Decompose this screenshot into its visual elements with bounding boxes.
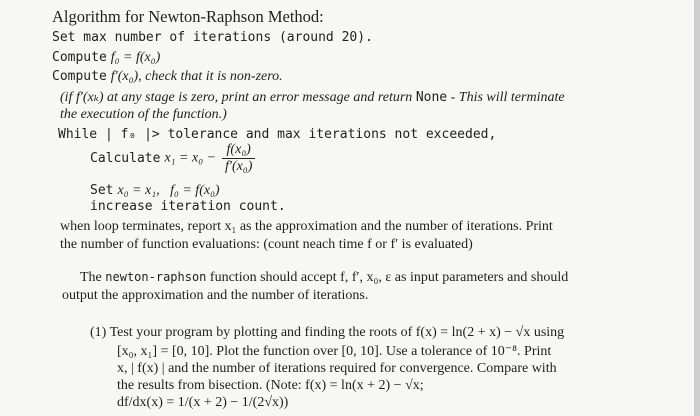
if-note-line-2: the execution of the function.): [60, 107, 227, 122]
fraction-numerator: f(x₀): [222, 142, 255, 159]
fraction-denominator: f′(x₀): [225, 159, 253, 174]
newton-fraction: [222, 142, 255, 175]
set-expr: x₀ = x₁, f₀ = f(x₀): [117, 183, 220, 198]
exercise-line-4: the results from bisection. (Note: f(x) = ln(x + 2) − √x;: [117, 378, 424, 393]
function-spec-line-2: output the approximation and the number of iterations.: [62, 288, 369, 303]
exercise-line-5: df/dx(x) = 1/(x + 2) − 1/(2√x)): [117, 395, 289, 410]
set-label: Set: [90, 183, 114, 198]
compute-f0-line: [52, 48, 160, 66]
compute-label-2: Compute: [52, 69, 107, 84]
set-line: [90, 181, 220, 199]
calculate-line: [90, 142, 257, 175]
if-note-line-1: [60, 89, 565, 106]
spec-accept: function should accept f, f′, x₀, ε as input parameters and should: [209, 270, 569, 285]
increase-iteration: increase iteration count.: [90, 199, 286, 214]
compute-f0-expr: f₀ = f(x₀): [110, 50, 161, 65]
set-max-iterations: Set max number of iterations (around 20).: [52, 30, 373, 45]
exercise-line-3: x, | f(x) | and the number of iterations required for convergence. Compare with: [117, 361, 557, 376]
compute-label: Compute: [52, 50, 107, 65]
calculate-label: Calculate: [90, 151, 161, 166]
spec-code-name: newton-raphson: [105, 270, 207, 284]
compute-fprime-expr: f′(x₀), check that it is non-zero.: [110, 69, 283, 84]
page-title: Algorithm for Newton-Raphson Method:: [52, 7, 324, 26]
while-line: While | f₀ |> tolerance and max iterations not exceeded,: [58, 127, 497, 142]
exercise-line-2: [x₀, x₁] = [0, 10]. Plot the function over [0, 10]. Use a tolerance of 10⁻⁸. Print: [117, 344, 552, 359]
if-note-tail: - This will terminate: [450, 90, 565, 105]
calculate-lhs: x₁ = x₀ −: [164, 150, 217, 166]
spec-the: The: [80, 270, 102, 285]
compute-fprime-line: [52, 67, 283, 85]
terminate-line-2: the number of function evaluations: (count neach time f or f′ is evaluated): [60, 237, 473, 252]
function-spec-line-1: [80, 270, 568, 286]
terminate-line-1: when loop terminates, report x₁ as the approximation and the number of iterations. Print: [60, 219, 553, 234]
if-note-text: (if f′(xₖ) at any stage is zero, print an error message and return: [60, 90, 413, 105]
none-keyword: None: [415, 90, 448, 105]
exercise-line-1: (1) Test your program by plotting and finding the roots of f(x) = ln(2 + x) − √x using: [90, 325, 565, 340]
